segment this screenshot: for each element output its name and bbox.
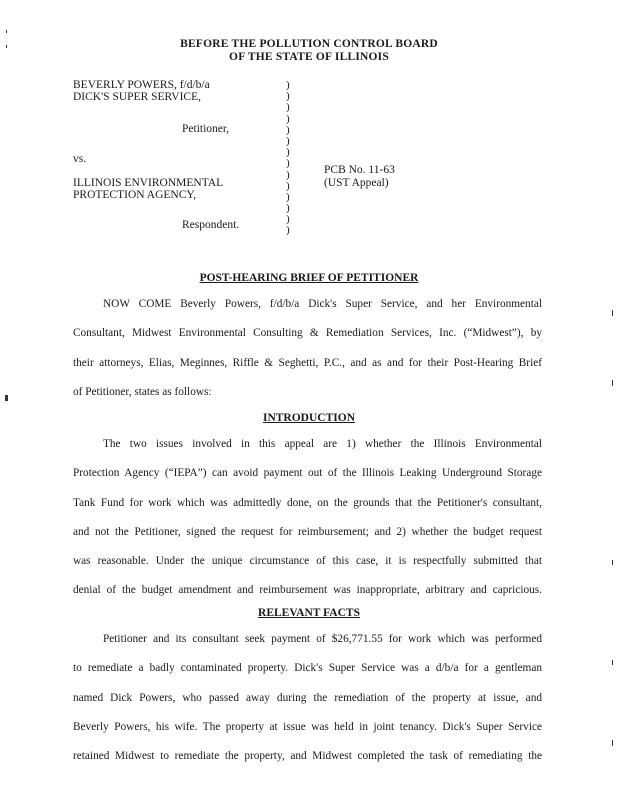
- caption-paren: ): [286, 146, 290, 159]
- paragraph-line: their attorneys, Elias, Meginnes, Riffle & Seghetti, P.C., and as and for their Post-Hearing Brief: [73, 356, 542, 369]
- caption-parenthesis-column: [286, 80, 296, 237]
- court-heading-line-1: BEFORE THE POLLUTION CONTROL BOARD: [180, 38, 438, 50]
- caption-paren: ): [286, 213, 290, 226]
- scan-artifact: [5, 395, 8, 401]
- caption-paren: ): [286, 112, 290, 125]
- petitioner-role: Petitioner,: [182, 123, 230, 135]
- introduction-paragraph: [73, 430, 542, 606]
- court-heading-line-2: OF THE STATE OF ILLINOIS: [229, 51, 389, 63]
- paragraph-line: and not the Petitioner, signed the request for reimbursement; and 2) whether the budget request: [73, 525, 542, 538]
- caption-paren: ): [286, 90, 290, 103]
- petitioner-name-line-2: DICK'S SUPER SERVICE,: [73, 91, 201, 103]
- introduction-heading: INTRODUCTION: [262, 412, 355, 424]
- paragraph-line: was reasonable. Under the unique circumstance of this case, it is respectfully submitted that: [73, 555, 542, 568]
- relevant-facts-paragraph: [73, 625, 542, 771]
- scan-artifact: [6, 45, 7, 48]
- scan-artifact: [612, 560, 613, 565]
- scan-artifact: [612, 740, 613, 746]
- paragraph-line: Tank Fund for work which was admittedly done, on the grounds that the Petitioner's consultant,: [73, 496, 542, 509]
- paragraph-line: Protection Agency (“IEPA”) can avoid payment out of the Illinois Leaking Underground Storage: [73, 467, 542, 480]
- paragraph-line: The two issues involved in this appeal are 1) whether the Illinois Environmental: [103, 438, 542, 450]
- respondent-name-line-2: PROTECTION AGENCY,: [73, 189, 197, 201]
- scan-artifact: [6, 30, 7, 33]
- respondent-role: Respondent.: [182, 219, 240, 231]
- petitioner-name-line-1: BEVERLY POWERS, f/d/b/a: [73, 79, 210, 91]
- scan-artifact: [612, 660, 613, 665]
- paragraph-line: to remediate a badly contaminated property. Dick's Super Service was a d/b/a for a gentleman: [73, 662, 542, 675]
- respondent-name-line-1: ILLINOIS ENVIRONMENTAL: [73, 177, 224, 189]
- caption-paren: ): [286, 179, 290, 192]
- relevant-facts-heading: RELEVANT FACTS: [258, 607, 360, 619]
- brief-title: POST-HEARING BRIEF OF PETITIONER: [199, 272, 419, 284]
- paragraph-line: named Dick Powers, who passed away during the remediation of the property at issue, and: [73, 691, 542, 704]
- paragraph-line: Petitioner and its consultant seek payment of $26,771.55 for work which was performed: [103, 633, 542, 645]
- caption-paren: ): [286, 224, 290, 237]
- paragraph-line: denial of the budget amendment and reimbursement was inappropriate, arbitrary and capricious.: [73, 584, 542, 597]
- paragraph-line: Beverly Powers, his wife. The property at issue was held in joint tenancy. Dick's Super Service: [73, 720, 542, 733]
- caption-paren: ): [286, 202, 290, 215]
- caption-paren: ): [286, 123, 290, 136]
- caption-paren: ): [286, 157, 290, 170]
- caption-paren: ): [286, 168, 290, 181]
- versus-label: vs.: [73, 153, 87, 165]
- case-number: PCB No. 11-63: [324, 164, 395, 176]
- paragraph-line: Consultant, Midwest Environmental Consulting & Remediation Services, Inc. (“Midwest”), by: [73, 327, 542, 340]
- paragraph-line: of Petitioner, states as follows:: [73, 385, 212, 398]
- scan-artifact: [612, 380, 613, 386]
- paragraph-line: retained Midwest to remediate the property, and Midwest completed the task of remediating the: [73, 750, 542, 763]
- caption-paren: ): [286, 79, 290, 91]
- case-type: (UST Appeal): [324, 177, 389, 189]
- intro-paragraph: [73, 290, 542, 407]
- caption-paren: ): [286, 101, 290, 114]
- caption-paren: ): [286, 190, 290, 203]
- caption-paren: ): [286, 134, 290, 147]
- scan-artifact: [612, 310, 613, 316]
- paragraph-line: NOW COME Beverly Powers, f/d/b/a Dick's Super Service, and her Environmental: [103, 298, 542, 310]
